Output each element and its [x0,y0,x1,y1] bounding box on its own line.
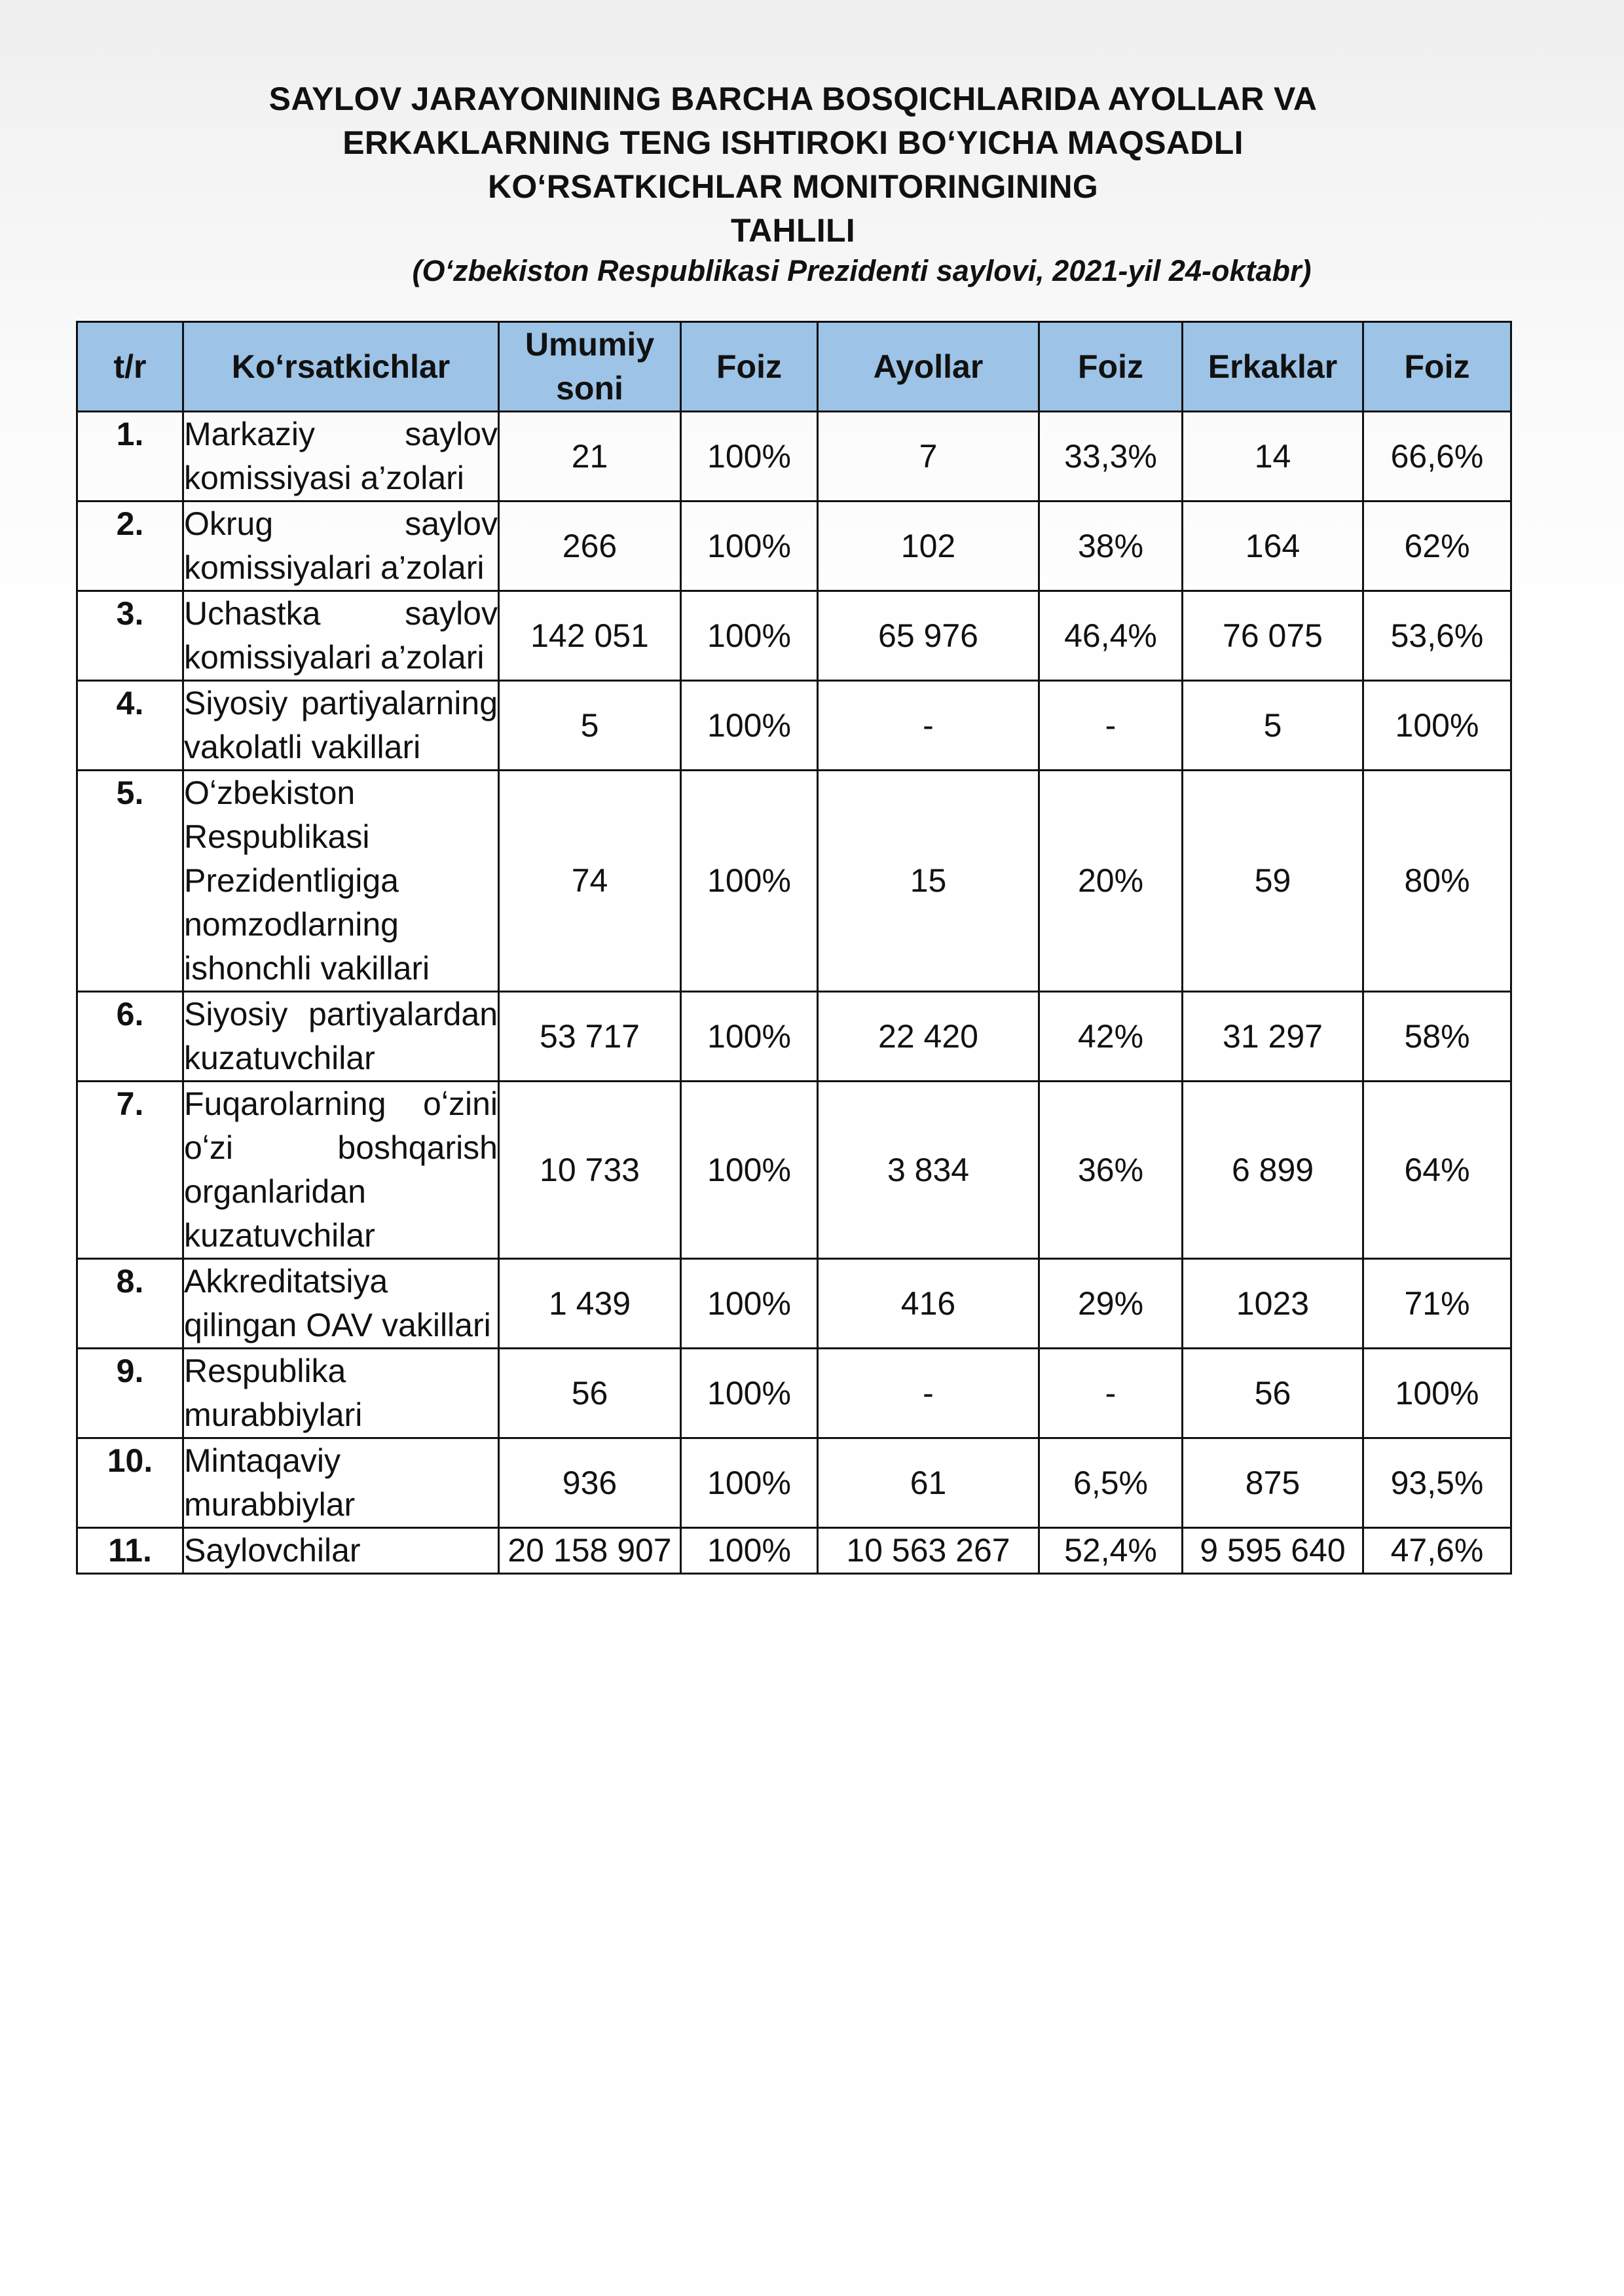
row-women-percent: - [1039,1349,1183,1438]
row-total-percent: 100% [681,771,818,992]
row-total: 5 [499,681,681,771]
row-total-percent: 100% [681,1082,818,1259]
row-women: 10 563 267 [818,1528,1039,1574]
row-number: 6. [77,992,183,1082]
row-women-percent: 52,4% [1039,1528,1183,1574]
row-number: 11. [77,1528,183,1574]
row-men: 14 [1183,412,1363,501]
row-number: 4. [77,681,183,771]
row-total: 266 [499,501,681,591]
row-total: 936 [499,1438,681,1528]
row-women: 65 976 [818,591,1039,681]
table-row [77,1528,1511,1574]
row-women-percent: 20% [1039,771,1183,992]
row-women-percent: 36% [1039,1082,1183,1259]
row-number: 5. [77,771,183,992]
row-women: 416 [818,1259,1039,1349]
row-men: 76 075 [1183,591,1363,681]
row-total-percent: 100% [681,1259,818,1349]
row-men: 31 297 [1183,992,1363,1082]
row-women-percent: 38% [1039,501,1183,591]
row-women-percent: 6,5% [1039,1438,1183,1528]
row-men-percent: 93,5% [1363,1438,1511,1528]
row-men-percent: 80% [1363,771,1511,992]
row-total-percent: 100% [681,992,818,1082]
table-row [77,591,1511,681]
row-men-percent: 53,6% [1363,591,1511,681]
title-line: ERKAKLARNING TENG ISHTIROKI BOʻYICHA MAQSADLI [342,124,1244,161]
row-total: 142 051 [499,591,681,681]
row-women-percent: 42% [1039,992,1183,1082]
row-number: 10. [77,1438,183,1528]
table-row [77,1438,1511,1528]
header-cell-women-percent: Foiz [1039,322,1183,412]
row-total-percent: 100% [681,681,818,771]
row-total-percent: 100% [681,412,818,501]
row-men: 56 [1183,1349,1363,1438]
row-number: 9. [77,1349,183,1438]
row-indicator: Uchastka saylov komissiyalari a’zolari [183,591,499,681]
row-indicator: Mintaqaviy murabbiylar [183,1438,499,1528]
row-women-percent: 46,4% [1039,591,1183,681]
row-men: 59 [1183,771,1363,992]
header-cell-men-percent: Foiz [1363,322,1511,412]
row-women: - [818,681,1039,771]
row-women: 15 [818,771,1039,992]
table-row [77,1349,1511,1438]
row-indicator: Akkreditatsiya qilingan OAV vakillari [183,1259,499,1349]
row-indicator: Saylovchilar [183,1528,499,1574]
row-women: 22 420 [818,992,1039,1082]
row-number: 2. [77,501,183,591]
row-number: 8. [77,1259,183,1349]
row-indicator: Siyosiy partiyalardan kuzatuvchilar [183,992,499,1082]
row-men-percent: 58% [1363,992,1511,1082]
row-indicator: Respublika murabbiylari [183,1349,499,1438]
row-number: 3. [77,591,183,681]
row-men-percent: 100% [1363,1349,1511,1438]
header-cell-indicators: Koʻrsatkichlar [183,322,499,412]
row-women-percent: - [1039,681,1183,771]
table-row [77,501,1511,591]
table-row [77,681,1511,771]
table-row [77,1082,1511,1259]
row-women: 7 [818,412,1039,501]
row-total: 53 717 [499,992,681,1082]
row-total: 10 733 [499,1082,681,1259]
row-men-percent: 66,6% [1363,412,1511,501]
table-row [77,412,1511,501]
row-total-percent: 100% [681,501,818,591]
row-men: 5 [1183,681,1363,771]
row-indicator: Fuqarolarning oʻzini oʻzi boshqarish organlaridan kuzatuvchilar [183,1082,499,1259]
row-men-percent: 64% [1363,1082,1511,1259]
row-women: - [818,1349,1039,1438]
row-men-percent: 100% [1363,681,1511,771]
row-total: 56 [499,1349,681,1438]
monitoring-table [76,321,1512,1575]
row-men-percent: 47,6% [1363,1528,1511,1574]
title-line: SAYLOV JARAYONINING BARCHA BOSQICHLARIDA AYOLLAR VA [268,81,1318,117]
row-women: 102 [818,501,1039,591]
row-indicator: Oʻzbekiston Respublikasi Prezidentligiga nomzodlarning ishonchli vakillari [183,771,499,992]
row-total: 74 [499,771,681,992]
row-total: 1 439 [499,1259,681,1349]
row-women: 61 [818,1438,1039,1528]
title-line: KOʻRSATKICHLAR MONITORINGINING [487,168,1099,205]
row-men: 9 595 640 [1183,1528,1363,1574]
row-men-percent: 62% [1363,501,1511,591]
header-cell-women: Ayollar [818,322,1039,412]
document-subtitle: (Oʻzbekiston Respublikasi Prezidenti saylovi, 2021-yil 24-oktabr) [412,254,1312,287]
table-row [77,992,1511,1082]
row-number: 1. [77,412,183,501]
row-total-percent: 100% [681,1438,818,1528]
row-women-percent: 33,3% [1039,412,1183,501]
row-total-percent: 100% [681,591,818,681]
row-total-percent: 100% [681,1349,818,1438]
header-cell-number: t/r [77,322,183,412]
row-women: 3 834 [818,1082,1039,1259]
row-total-percent: 100% [681,1528,818,1574]
table-row [77,1259,1511,1349]
header-cell-men: Erkaklar [1183,322,1363,412]
row-men: 164 [1183,501,1363,591]
row-women-percent: 29% [1039,1259,1183,1349]
row-men: 6 899 [1183,1082,1363,1259]
row-indicator: Markaziy saylov komissiyasi a’zolari [183,412,499,501]
row-total: 20 158 907 [499,1528,681,1574]
row-indicator: Okrug saylov komissiyalari a’zolari [183,501,499,591]
row-men: 1023 [1183,1259,1363,1349]
header-cell-total-percent: Foiz [681,322,818,412]
title-line: TAHLILI [730,212,855,249]
row-total: 21 [499,412,681,501]
row-men: 875 [1183,1438,1363,1528]
row-men-percent: 71% [1363,1259,1511,1349]
header-cell-total: Umumiy soni [499,322,681,412]
table-header-row [77,322,1511,412]
table-row [77,771,1511,992]
row-indicator: Siyosiy partiyalarning vakolatli vakillari [183,681,499,771]
row-number: 7. [77,1082,183,1259]
document-title [76,77,1510,253]
